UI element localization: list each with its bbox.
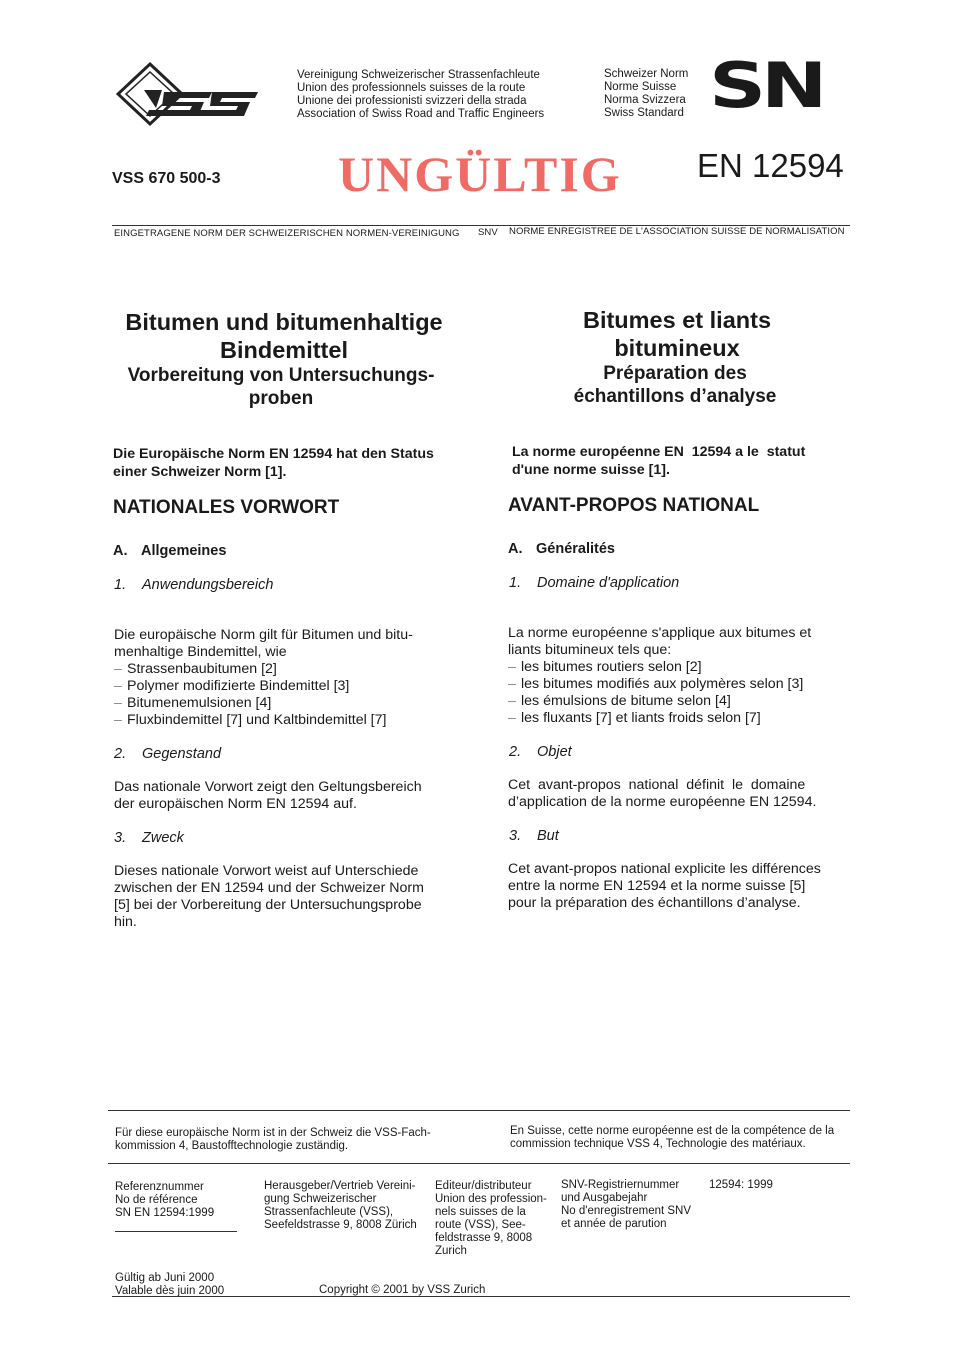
status-fr-line: La norme européenne EN 12594 a le statut (512, 444, 806, 460)
norm-line: Norma Svizzera (604, 94, 686, 106)
section-title: Allgemeines (141, 543, 227, 559)
reference-number (115, 1181, 214, 1220)
s3-heading-de (114, 830, 184, 846)
bullet-item: – les fluxants [7] et liants froids selon [7] (508, 710, 761, 726)
title-fr (510, 306, 844, 362)
status-de-line: Die Europäische Norm EN 12594 hat den Status (113, 446, 434, 462)
vss-logo (116, 60, 261, 132)
committee-de (115, 1127, 431, 1153)
subtitle-fr-line: échantillons d’analyse (573, 386, 777, 407)
validity-line: Gültig ab Juni 2000 (115, 1272, 215, 1284)
status-de (113, 446, 434, 481)
s2-heading-fr (509, 744, 572, 760)
paragraph-line: [5] bei der Vorbereitung der Untersuchungsprobe (114, 897, 422, 913)
s1-heading-de (114, 577, 273, 593)
association-line: Unione dei professionisti svizzeri della strada (297, 95, 527, 107)
subsection-title: But (537, 828, 559, 844)
editor-line: Zurich (435, 1245, 467, 1257)
title-fr-line: bitumineux (614, 335, 740, 361)
paragraph-line: Cet avant-propos national explicite les différences (508, 861, 821, 877)
foreword-de: NATIONALES VORWORT (113, 497, 340, 518)
section-a-de (113, 543, 226, 559)
snv-line: SNV-Registriernummer (561, 1179, 680, 1191)
publisher-line: Herausgeber/Vertrieb Vereini- (264, 1180, 416, 1192)
section-title: Généralités (536, 541, 615, 557)
title-de-line: Bitumen und bitumenhaltige (125, 309, 443, 335)
paragraph-line: Dieses nationale Vorwort weist auf Unterschiede (114, 863, 419, 879)
editor-line: Editeur/distributeur (435, 1180, 532, 1192)
subsection-number: 3. (509, 828, 522, 844)
committee-line: En Suisse, cette norme européenne est de la compétence de la (510, 1125, 835, 1137)
title-de (100, 308, 468, 364)
subsection-number: 2. (114, 746, 127, 762)
editor-line: nels suisses de la (435, 1206, 526, 1218)
status-de-line: einer Schweizer Norm [1]. (113, 463, 287, 480)
paragraph-line: entre la norme EN 12594 et la norme suisse [5] (508, 878, 806, 894)
paragraph-line: d’application de la norme européenne EN 12594. (508, 794, 817, 810)
subsection-number: 3. (114, 830, 127, 846)
norm-line: Norme Suisse (604, 81, 677, 93)
validity-line: Valable dès juin 2000 (115, 1285, 225, 1297)
subsection-title: Anwendungsbereich (142, 577, 274, 593)
publisher-line: gung Schweizerischer (264, 1193, 377, 1205)
association-line: Vereinigung Schweizerischer Strassenfachleute (297, 69, 540, 81)
bullet-item: – Strassenbaubitumen [2] (114, 661, 277, 677)
committee-line: kommission 4, Baustofftechnologie zuständig. (115, 1140, 349, 1152)
registered-fr: NORME ENREGISTREE DE L'ASSOCIATION SUISSE DE NORMALISATION (509, 226, 845, 237)
bullet-item: – Polymer modifizierte Bindemittel [3] (114, 678, 350, 694)
committee-fr (510, 1125, 834, 1151)
reference-line: Referenznummer (115, 1181, 204, 1193)
editor-line: route (VSS), See- (435, 1219, 526, 1231)
committee-line: commission technique VSS 4, Technologie des matériaux. (510, 1138, 806, 1150)
bullet-item: – les émulsions de bitume selon [4] (508, 693, 731, 709)
subsection-title: Domaine d'application (537, 575, 680, 591)
s2-text-fr (508, 777, 816, 811)
invalid-stamp: UNGÜLTIG (338, 146, 622, 202)
snv-value: 12594: 1999 (709, 1179, 773, 1191)
footer-rule-bottom (112, 1296, 850, 1297)
s3-heading-fr (509, 828, 559, 844)
publisher-line: Seefeldstrasse 9, 8008 Zürich (264, 1219, 417, 1231)
title-fr-line: Bitumes et liants (582, 307, 772, 333)
s2-heading-de (114, 746, 221, 762)
reference-line: No de référence (115, 1194, 198, 1206)
norm-names (604, 68, 688, 120)
s1-text-de (114, 627, 450, 661)
paragraph-line: La norme européenne s'applique aux bitumes et (508, 625, 812, 641)
association-line: Association of Swiss Road and Traffic Engineers (297, 108, 545, 120)
s3-text-fr (508, 861, 821, 912)
bullet-item: – Bitumenemulsionen [4] (114, 695, 272, 711)
subtitle-de-line: proben (248, 388, 314, 409)
section-letter: A. (508, 541, 523, 557)
committee-line: Für diese europäische Norm ist in der Schweiz die VSS-Fach- (115, 1127, 431, 1139)
footer-rule-top (108, 1110, 850, 1111)
subtitle-de (96, 364, 466, 410)
foreword-fr: AVANT-PROPOS NATIONAL (508, 495, 760, 516)
bullet-item: – les bitumes modifiés aux polymères selon [3] (508, 676, 804, 692)
paragraph-line: menhaltige Bindemittel, wie (114, 644, 287, 660)
subtitle-de-line: Vorbereitung von Untersuchungs- (127, 365, 435, 386)
paragraph-line: hin. (114, 914, 137, 930)
footer-rule-middle (108, 1163, 850, 1164)
paragraph-line: liants bitumineux tels que: (508, 642, 672, 658)
registered-de: EINGETRAGENE NORM DER SCHWEIZERISCHEN NORMEN-VEREINIGUNG (114, 228, 460, 239)
editor-line: Union des profession- (435, 1193, 547, 1205)
s1-bullets-de (114, 661, 386, 729)
publisher-line: Strassenfachleute (VSS), (264, 1206, 394, 1218)
paragraph-line: der europäischen Norm EN 12594 auf. (114, 796, 357, 812)
section-letter: A. (113, 543, 128, 559)
bullet-item: – les bitumes routiers selon [2] (508, 659, 702, 675)
title-de-line: Bindemittel (220, 337, 348, 363)
subsection-number: 1. (114, 577, 127, 593)
publisher-de (264, 1180, 417, 1232)
en-number: EN 12594 (697, 147, 844, 184)
norm-line: Schweizer Norm (604, 68, 689, 80)
subsection-number: 2. (509, 744, 522, 760)
snv-line: et année de parution (561, 1218, 667, 1230)
publisher-fr (435, 1180, 547, 1258)
paragraph-line: Die europäische Norm gilt für Bitumen und bitu- (114, 627, 413, 643)
copyright: Copyright © 2001 by VSS Zurich (319, 1284, 486, 1296)
vss-number: VSS 670 500-3 (112, 170, 221, 187)
status-fr-line: d'une norme suisse [1]. (512, 461, 670, 478)
editor-line: feldstrasse 9, 8008 (435, 1232, 533, 1244)
paragraph-line: Das nationale Vorwort zeigt den Geltungsbereich (114, 779, 422, 795)
section-a-fr (508, 541, 615, 557)
subsection-number: 1. (509, 575, 522, 591)
subsection-title: Objet (537, 744, 572, 760)
subtitle-fr (505, 362, 845, 408)
s2-text-de (114, 779, 422, 813)
norm-line: Swiss Standard (604, 107, 684, 119)
validity (115, 1272, 224, 1298)
s3-text-de (114, 863, 424, 931)
bullet-item: – Fluxbindemittel [7] und Kaltbindemittel [7] (114, 712, 387, 728)
paragraph-line: zwischen der EN 12594 und der Schweizer Norm (114, 880, 424, 896)
reference-line: SN EN 12594:1999 (115, 1207, 215, 1219)
snv-line: No d'enregistrement SNV (561, 1205, 692, 1217)
s1-bullets-fr (508, 659, 803, 727)
snv-line: und Ausgabejahr (561, 1192, 648, 1204)
subtitle-fr-line: Préparation des (603, 363, 747, 384)
paragraph-line: Cet avant-propos national définit le domaine (508, 777, 806, 793)
s1-text-fr (508, 625, 811, 659)
subsection-title: Zweck (142, 830, 184, 846)
sn-logo: SN (709, 49, 823, 122)
s1-heading-fr (509, 575, 679, 591)
paragraph-line: pour la préparation des échantillons d’analyse. (508, 895, 801, 911)
association-names (297, 69, 544, 121)
registered-snv: SNV (478, 227, 498, 238)
snv-registration (561, 1179, 691, 1231)
status-fr (512, 444, 805, 479)
reference-underline (115, 1231, 237, 1232)
association-line: Union des professionnels suisses de la route (297, 82, 526, 94)
subsection-title: Gegenstand (142, 746, 222, 762)
